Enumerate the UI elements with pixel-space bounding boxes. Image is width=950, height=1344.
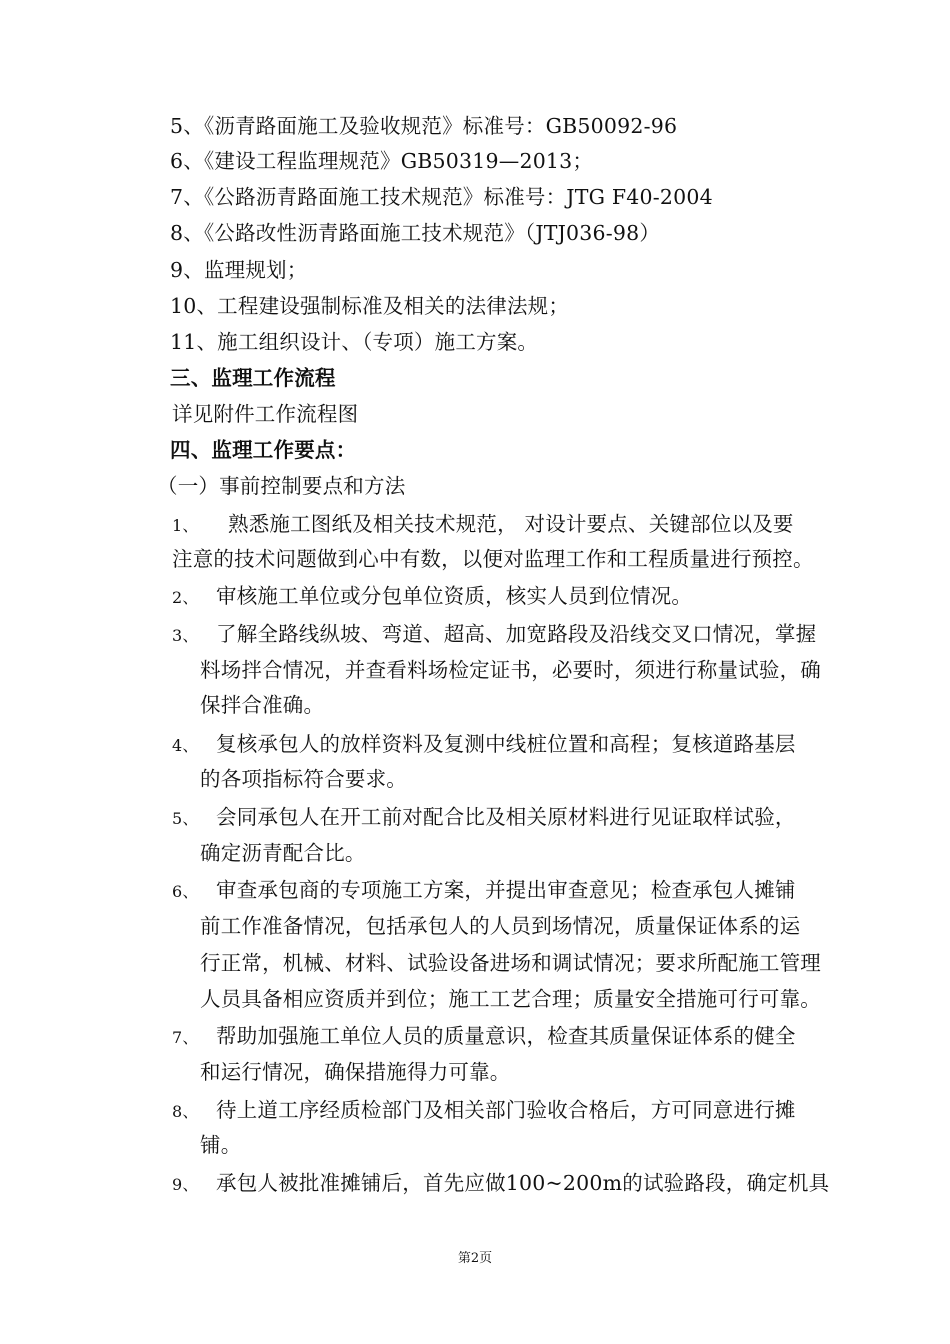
list-item-text: 审核施工单位或分包单位资质，核实人员到位情况。 (216, 584, 693, 608)
list-item-text: 料场拌合情况，并查看料场检定证书，必要时，须进行称量试验，确 (200, 658, 821, 682)
list-item-line (172, 1022, 796, 1052)
reference-item: 11、施工组织设计、（专项）施工方案。 (170, 330, 539, 354)
list-item-line (172, 876, 796, 906)
reference-item: 6、《建设工程监理规范》GB50319—2013； (170, 149, 594, 173)
list-item-text: 的各项指标符合要求。 (200, 767, 407, 791)
reference-item: 5、《沥青路面施工及验收规范》标准号：GB50092-96 (170, 114, 678, 138)
list-item-text: 熟悉施工图纸及相关技术规范， 对设计要点、关键部位以及要 (228, 512, 794, 536)
list-item-text: 待上道工序经质检部门及相关部门验收合格后，方可同意进行摊 (216, 1098, 796, 1122)
section-text: 详见附件工作流程图 (172, 402, 359, 426)
list-item-number: 6、 (172, 882, 199, 901)
list-item-line (172, 730, 796, 760)
list-item-number: 1、 (172, 516, 199, 535)
list-item-text: 行正常，机械、材料、试验设备进场和调试情况；要求所配施工管理 (200, 951, 821, 975)
list-item-number: 3、 (172, 626, 199, 645)
list-item-text: 了解全路线纵坡、弯道、超高、加宽路段及沿线交叉口情况，掌握 (216, 622, 817, 646)
list-item-text: 人员具备相应资质并到位；施工工艺合理；质量安全措施可行可靠。 (200, 987, 821, 1011)
list-item-text: 帮助加强施工单位人员的质量意识，检查其质量保证体系的健全 (216, 1024, 796, 1048)
reference-item: 7、《公路沥青路面施工技术规范》标准号：JTG F40-2004 (170, 185, 713, 209)
list-item-number: 7、 (172, 1028, 199, 1047)
list-item-number: 5、 (172, 809, 199, 828)
page-number: 第2页 (457, 1251, 493, 1266)
section-heading: 四、监理工作要点： (170, 438, 357, 462)
reference-item: 10、工程建设强制标准及相关的法律法规； (170, 294, 570, 318)
list-item-text: 铺。 (200, 1133, 242, 1157)
list-item-text: 和运行情况，确保措施得力可靠。 (200, 1060, 511, 1084)
list-item-number: 9、 (172, 1175, 199, 1194)
list-item-number: 4、 (172, 736, 199, 755)
list-item-text: 注意的技术问题做到心中有数，以便对监理工作和工程质量进行预控。 (172, 547, 814, 571)
list-item-line (172, 1169, 829, 1199)
list-item-text: 复核承包人的放样资料及复测中线桩位置和高程；复核道路基层 (216, 732, 796, 756)
list-item-text: 前工作准备情况，包括承包人的人员到场情况，质量保证体系的运 (200, 914, 801, 938)
list-item-number: 2、 (172, 588, 199, 607)
list-item-line (172, 620, 816, 650)
list-item-text: 承包人被批准摊铺后，首先应做100~200m的试验路段，确定机具 (216, 1171, 830, 1195)
list-item-line (172, 510, 794, 540)
section-heading: 三、监理工作流程 (170, 366, 336, 390)
list-item-line (172, 582, 692, 612)
reference-item: 9、监理规划； (170, 258, 308, 282)
subsection-heading: （一）事前控制要点和方法 (157, 474, 406, 498)
reference-item: 8、《公路改性沥青路面施工技术规范》（JTJ036-98） (170, 221, 661, 245)
list-item-text: 保拌合准确。 (200, 693, 325, 717)
list-item-text: 审查承包商的专项施工方案，并提出审查意见；检查承包人摊铺 (216, 878, 796, 902)
list-item-line (172, 803, 796, 833)
list-item-number: 8、 (172, 1102, 199, 1121)
list-item-text: 会同承包人在开工前对配合比及相关原材料进行见证取样试验， (216, 805, 796, 829)
list-item-line (172, 1096, 796, 1126)
list-item-text: 确定沥青配合比。 (200, 841, 366, 865)
